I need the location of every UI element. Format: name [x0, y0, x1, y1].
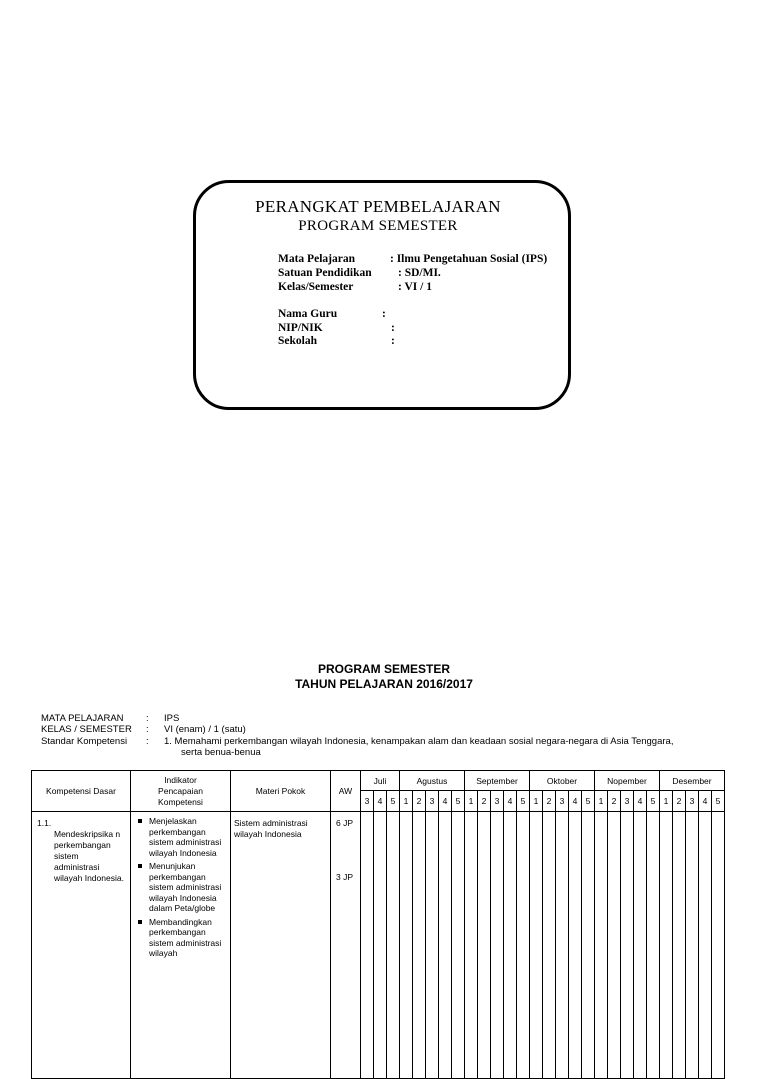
header-indikator: Indikator Pencapaian Kompetensi [131, 771, 231, 812]
meta-value: IPS [164, 713, 180, 724]
week-cell [569, 812, 582, 1079]
week-cell [673, 812, 686, 1079]
meta-row-standar-kompetensi [41, 736, 674, 747]
meta-colon: : [146, 713, 149, 724]
header-week: 5 [452, 791, 465, 812]
header-week: 5 [517, 791, 530, 812]
aw-value-1: 6 JP [336, 818, 354, 828]
bullet-icon [138, 819, 142, 823]
cover-label: Kelas/Semester [278, 281, 354, 293]
week-cell [582, 812, 595, 1079]
header-week: 2 [478, 791, 491, 812]
header-week: 2 [543, 791, 556, 812]
kd-cell [32, 812, 131, 1079]
week-cell [452, 812, 465, 1079]
header-week: 3 [426, 791, 439, 812]
cover-row-sekolah [278, 335, 395, 348]
header-month-desember: Desember [660, 771, 725, 791]
week-cell [517, 812, 530, 1079]
cover-subtitle: PROGRAM SEMESTER [298, 218, 458, 234]
list-item [135, 917, 228, 959]
header-week: 1 [465, 791, 478, 812]
week-cell [660, 812, 673, 1079]
meta-value: VI (enam) / 1 (satu) [164, 724, 246, 735]
header-week: 2 [413, 791, 426, 812]
week-cell [556, 812, 569, 1079]
header-aw: AW [331, 771, 361, 812]
week-cell [504, 812, 517, 1079]
week-cell [478, 812, 491, 1079]
cover-title: PERANGKAT PEMBELAJARAN [255, 197, 501, 216]
meta-label: Standar Kompetensi [41, 736, 128, 747]
header-week: 3 [361, 791, 374, 812]
cover-row-mata-pelajaran [278, 253, 548, 266]
header-week: 3 [686, 791, 699, 812]
cover-box [193, 180, 571, 410]
list-item [135, 861, 228, 914]
week-cell [361, 812, 374, 1079]
header-week: 4 [569, 791, 582, 812]
header-week: 5 [582, 791, 595, 812]
week-cell [465, 812, 478, 1079]
header-month-nopember: Nopember [595, 771, 660, 791]
kd-text: Mendeskripsika n perkembangan sistem administrasi wilayah Indonesia. [54, 829, 124, 883]
cover-value: : SD/MI. [398, 267, 441, 279]
program-title: PROGRAM SEMESTER [317, 662, 450, 676]
program-semester-table [31, 770, 725, 1079]
week-cell [634, 812, 647, 1079]
header-week: 4 [374, 791, 387, 812]
cover-value: : [391, 322, 395, 334]
week-cell [413, 812, 426, 1079]
week-cell [686, 812, 699, 1079]
list-item [135, 816, 228, 858]
header-month-agustus: Agustus [400, 771, 465, 791]
header-week: 5 [712, 791, 725, 812]
header-row-months [32, 771, 725, 791]
header-week: 2 [608, 791, 621, 812]
cover-label: Sekolah [278, 335, 317, 347]
header-week: 5 [647, 791, 660, 812]
week-cell [530, 812, 543, 1079]
header-month-juli: Juli [361, 771, 400, 791]
cover-label: Mata Pelajaran [278, 253, 355, 265]
week-cell [374, 812, 387, 1079]
meta-value: 1. Memahami perkembangan wilayah Indonesia, kenampakan alam dan keadaan sosial negara-negara di Asia Tenggara, [164, 736, 674, 747]
meta-label: KELAS / SEMESTER [41, 724, 132, 735]
indikator-text: Menunjukan perkembangan sistem administrasi wilayah Indonesia dalam Peta/globe [149, 861, 222, 913]
week-cell [426, 812, 439, 1079]
week-cell [608, 812, 621, 1079]
aw-value-2: 3 JP [336, 872, 354, 882]
week-cell [621, 812, 634, 1079]
cover-value: : Ilmu Pengetahuan Sosial (IPS) [390, 253, 548, 265]
meta-sk-continuation: serta benua-benua [181, 747, 261, 758]
week-cell [439, 812, 452, 1079]
week-cell [543, 812, 556, 1079]
header-month-september: September [465, 771, 530, 791]
header-week: 3 [491, 791, 504, 812]
bullet-icon [138, 920, 142, 924]
program-year: TAHUN PELAJARAN 2016/2017 [295, 677, 473, 691]
header-week: 1 [400, 791, 413, 812]
header-week: 1 [530, 791, 543, 812]
meta-colon: : [146, 736, 149, 747]
cover-label: Satuan Pendidikan [278, 267, 372, 279]
indikator-text: Menjelaskan perkembangan sistem administrasi wilayah Indonesia [149, 816, 222, 858]
indikator-list [135, 816, 228, 959]
cover-value: : [391, 335, 395, 347]
meta-row-kelas-semester [41, 724, 246, 735]
header-week: 5 [387, 791, 400, 812]
indikator-text: Membandingkan perkembangan sistem administrasi wilayah [149, 916, 222, 958]
header-week: 3 [621, 791, 634, 812]
indikator-cell [131, 812, 231, 1079]
header-materi-pokok: Materi Pokok [231, 771, 331, 812]
cover-row-nama-guru [278, 308, 386, 321]
header-month-oktober: Oktober [530, 771, 595, 791]
header-week: 1 [660, 791, 673, 812]
cover-value: : VI / 1 [398, 281, 432, 293]
header-week: 1 [595, 791, 608, 812]
aw-cell [331, 812, 361, 1079]
week-cell [400, 812, 413, 1079]
week-cell [491, 812, 504, 1079]
header-week: 4 [439, 791, 452, 812]
materi-cell: Sistem administrasi wilayah Indonesia [231, 812, 331, 1079]
meta-label: MATA PELAJARAN [41, 713, 124, 724]
week-cell [647, 812, 660, 1079]
header-week: 4 [504, 791, 517, 812]
meta-colon: : [146, 724, 149, 735]
week-cell [699, 812, 712, 1079]
cover-row-satuan-pendidikan [278, 267, 441, 280]
table-row [32, 812, 725, 1079]
week-cell [387, 812, 400, 1079]
header-week: 4 [699, 791, 712, 812]
cover-row-nip-nik [278, 322, 395, 335]
meta-row-mata-pelajaran [41, 713, 180, 724]
cover-value: : [382, 308, 386, 320]
cover-row-kelas-semester [278, 281, 432, 294]
header-week: 2 [673, 791, 686, 812]
header-kompetensi-dasar: Kompetensi Dasar [32, 771, 131, 812]
kd-number: 1.1. [37, 818, 52, 828]
week-cell [712, 812, 725, 1079]
bullet-icon [138, 864, 142, 868]
cover-label: NIP/NIK [278, 322, 323, 334]
cover-label: Nama Guru [278, 308, 338, 320]
week-cell [595, 812, 608, 1079]
header-week: 4 [634, 791, 647, 812]
header-week: 3 [556, 791, 569, 812]
